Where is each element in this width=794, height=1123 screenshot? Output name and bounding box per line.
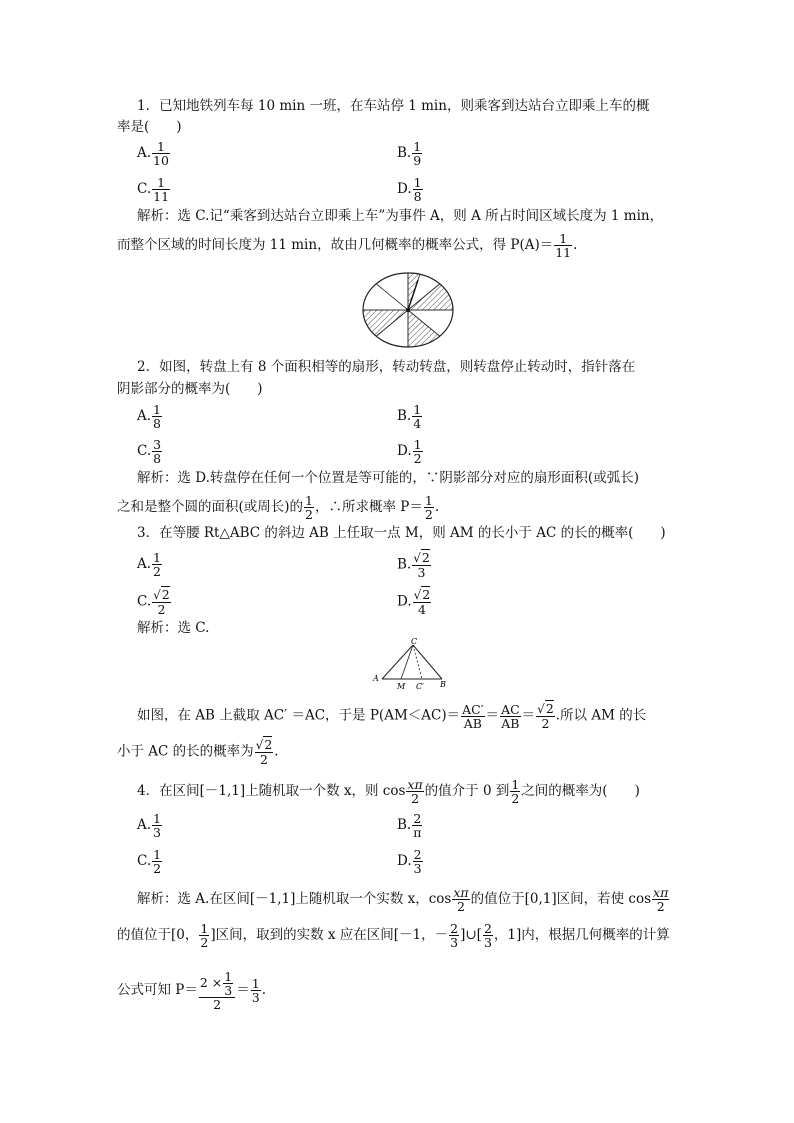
q2-option-c: C. $\frac{3}{8}$ — [137, 437, 162, 466]
q3-option-c: C. $\frac{√2}{2}$ — [137, 587, 170, 617]
q1-option-c: C. $\frac{1}{11}$ — [137, 175, 170, 204]
q1-stem-line1: 1．已知地铁列车每 10 min 一班，在车站停 1 min，则乘客到达站台立即乘上车的概 — [137, 98, 650, 114]
point-c-prime-label: C′ — [416, 682, 424, 691]
q2-option-d: D. $\frac{1}{2}$ — [397, 437, 422, 466]
q1-solution-line2: 而整个区域的时间长度为 11 min，故由几何概率的概率公式，得 P(A)＝ $\frac{1}{11}$ . — [117, 231, 578, 260]
q1-solution-line1: 解析：选 C.记“乘客到达站台立即乘上车”为事件 A，则 A 所占时间区域长度为 1 min， — [137, 208, 664, 224]
q4-solution-line3: 公式可知 P＝ 2 × $\frac{1}{3}$ 2 ＝ $\frac{1}{3}$ . — [117, 969, 266, 1012]
q2-option-a: A. $\frac{1}{8}$ — [137, 402, 161, 431]
vertex-a-label: A — [373, 674, 379, 683]
q3-option-d: D. $\frac{√2}{4}$ — [397, 587, 431, 617]
q3-option-b: B. $\frac{√2}{3}$ — [397, 550, 430, 580]
point-m-label: M — [397, 682, 406, 691]
q3-option-a: A. $\frac{1}{2}$ — [137, 550, 161, 579]
q4-stem: 4．在区间[－1,1]上随机取一个数 x，则 cos $\frac{x\pi}{2}$ 的值介于 0 到 $\frac{1}{2}$ 之间的概率为( ) — [137, 777, 640, 806]
vertex-c-label: C — [411, 637, 418, 646]
q4-option-d: D. $\frac{2}{3}$ — [397, 847, 422, 876]
q4-option-b: B. $\frac{2}{\pi}$ — [397, 811, 422, 840]
q2-solution-line2: 之和是整个圆的面积(或周长)的 $\frac{1}{2}$ ，∴所求概率 P＝ $\frac{1}{2}$ . — [117, 493, 440, 522]
q3-solution-line2: 小于 AC 的长的概率为 $\frac{√2}{2}$ . — [117, 737, 279, 767]
q1-option-d: D. $\frac{1}{8}$ — [397, 175, 422, 204]
q2-solution-line1: 解析：选 D.转盘停在任何一个位置是等可能的，∵阴影部分对应的扇形面积(或弧长) — [137, 470, 639, 486]
q1-option-b: B. $\frac{1}{9}$ — [397, 139, 422, 168]
spinner-figure — [360, 270, 456, 350]
q2-stem-line1: 2．如图，转盘上有 8 个面积相等的扇形，转动转盘，则转盘停止转动时，指针落在 — [137, 359, 636, 375]
q4-option-a: A. $\frac{1}{3}$ — [137, 811, 161, 840]
q2-stem-line2: 阴影部分的概率为( ) — [117, 381, 263, 397]
q3-solution-line1: 如图，在 AB 上截取 AC′ ＝AC，于是 P(AM＜AC)＝ $\frac{AC'}{AB}$ ＝ $\frac{AC}{AB}$ ＝ $\frac{√2}{2}$ .所以 AM 的长 — [137, 701, 647, 731]
q3-solution-head: 解析：选 C. — [137, 620, 210, 636]
q4-solution-line1: 解析：选 A.在区间[－1,1]上随机取一个实数 x，cos $\frac{x\pi}{2}$ 的值位于[0,1]区间，若使 cos $\frac{x\pi}{2}$ — [137, 885, 669, 914]
triangle-figure — [370, 637, 454, 691]
q4-option-c: C. $\frac{1}{2}$ — [137, 847, 162, 876]
q1-stem-line2: 率是( ) — [117, 119, 182, 135]
q1-option-a: A. $\frac{1}{10}$ — [137, 139, 169, 168]
q4-solution-line2: 的值位于[0， $\frac{1}{2}$ ]区间，取到的实数 x 应在区间[－1，－ $\frac{2}{3}$ ]∪[ $\frac{2}{3}$ ，1]内，根据几何概率的计算 — [117, 921, 670, 950]
q2-option-b: B. $\frac{1}{4}$ — [397, 402, 422, 431]
q3-stem: 3．在等腰 Rt△ABC 的斜边 AB 上任取一点 M，则 AM 的长小于 AC 的长的概率( ) — [137, 525, 666, 541]
vertex-b-label: B — [440, 680, 446, 689]
